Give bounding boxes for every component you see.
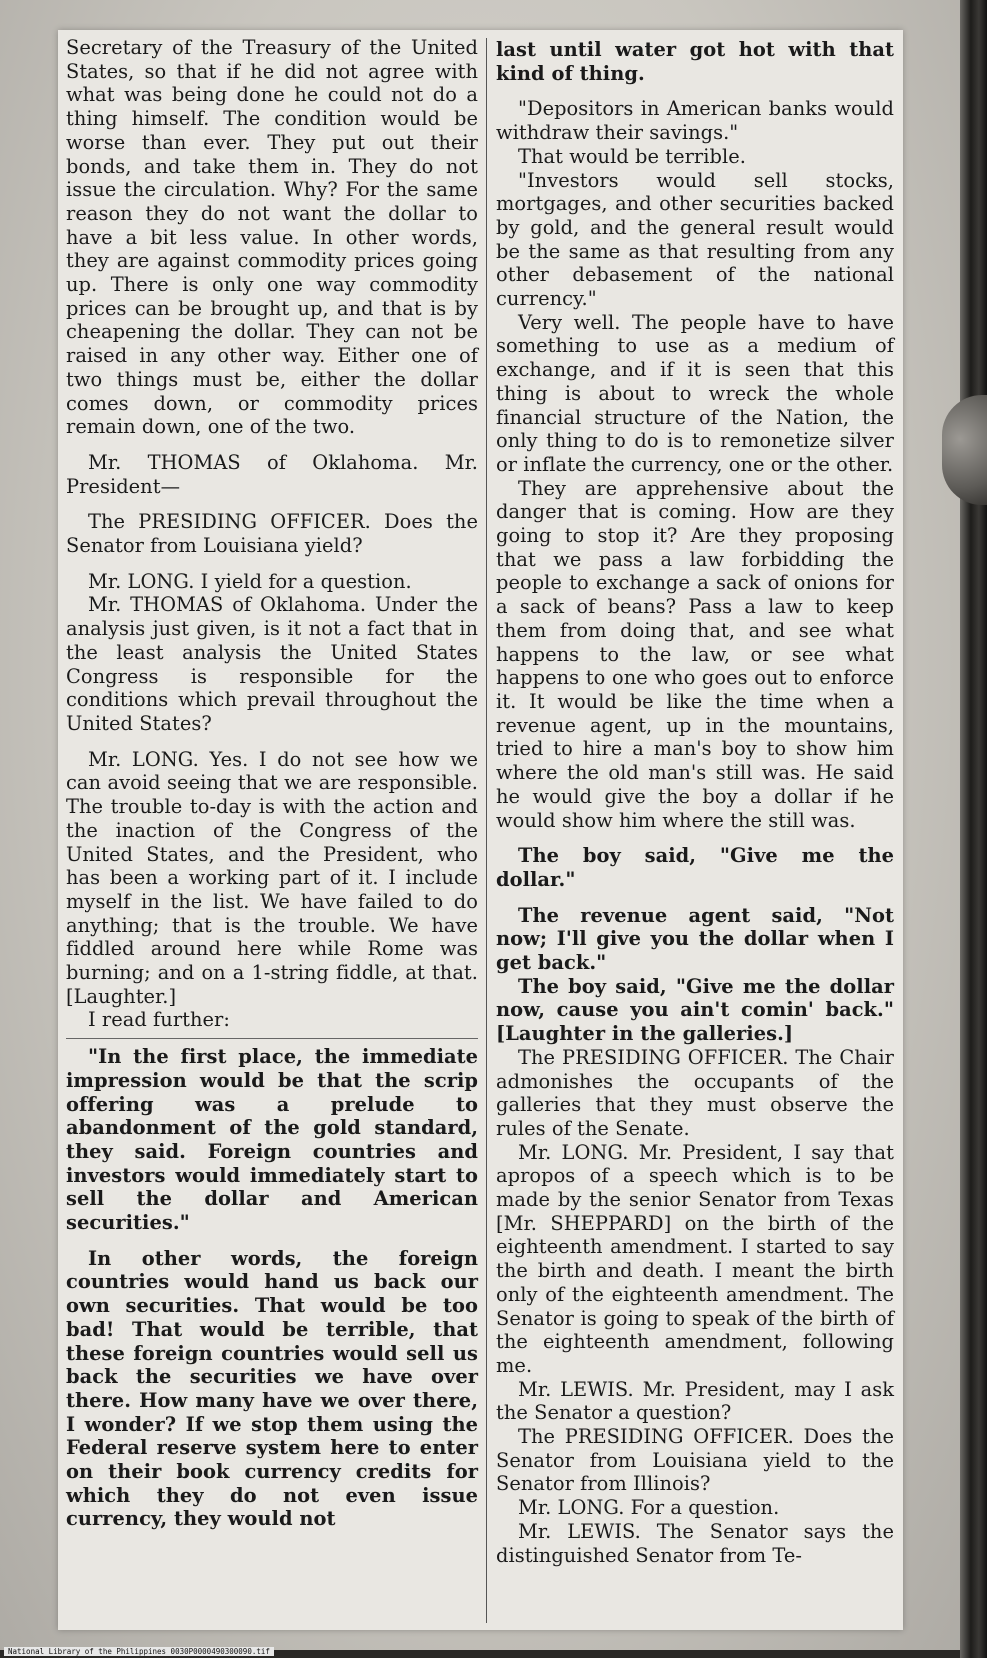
- paragraph: I read further:: [88, 1008, 230, 1032]
- paragraph: The PRESIDING OFFICER. Does the Senator from Louisiana yield?: [66, 510, 478, 558]
- paragraph: That would be terrible.: [518, 144, 746, 168]
- paragraph: "Investors would sell stocks, mortgages, and other securities backed by gold, and the general result would be the same as that resulting from any other debasement of the national currency.": [496, 168, 894, 311]
- paragraph: "In the first place, the immediate impression would be that the scrip offering was a prelude to abandonment of the gold standard, they said. Foreign countries and investors would immediately start to sell the dollar and American securities.": [66, 1045, 478, 1235]
- left-column: [66, 36, 478, 1531]
- scan-footer: National Library of the Philippines 0030P0000490300090.tif: [4, 1647, 274, 1656]
- quoted-section: [66, 1038, 478, 1531]
- paragraph: Very well. The people have to have something to use as a medium of exchange, and if it is seen that this thing is about to wreck the whole financial structure of the Nation, the only thing to do is to remonetize silver or inflate the currency, one or the other.: [496, 310, 894, 476]
- paragraph: They are apprehensive about the danger that is coming. How are they going to stop it? Are they proposing that we pass a law forbidding the people to exchange a sack of onions for a sack of beans? Pass a law to keep them from doing that, and see what happens to the law, or see what happens to one who goes out to enforce it. It would be like the time when a revenue agent, up in the mountains, tried to hire a man's boy to show him where the old man's still was. He said he would give the boy a dollar if he would show him where the still was.: [496, 476, 894, 832]
- paragraph: Mr. LONG. Yes. I do not see how we can avoid seeing that we are responsible. The trouble to-day is with the action and the inaction of the Congress of the United States, and the President, who has been a working part of it. I include myself in the list. We have failed to do anything; that is the trouble. We have fiddled around here while Rome was burning; and on a 1-string fiddle, at that. [Laughter.]: [66, 747, 478, 1008]
- paragraph: "Depositors in American banks would withdraw their savings.": [496, 97, 894, 145]
- paragraph: Mr. THOMAS of Oklahoma. Under the analysis just given, is it not a fact that in the least analysis the United States Congress is responsible for the conditions which prevail throughout the United States?: [66, 593, 478, 735]
- thumb-shadow: [942, 395, 987, 505]
- column-divider: [486, 38, 487, 1623]
- newspaper-clipping: [58, 30, 903, 1630]
- paragraph: The revenue agent said, "Not now; I'll give you the dollar when I get back.": [496, 903, 894, 975]
- paragraph: Mr. LONG. I yield for a question.: [88, 569, 412, 593]
- paragraph: Mr. LEWIS. Mr. President, may I ask the Senator a question?: [496, 1377, 894, 1425]
- right-column: [496, 38, 894, 1567]
- paragraph: Mr. LONG. Mr. President, I say that apropos of a speech which is to be made by the senior Senator from Texas [Mr. SHEPPARD] on the birth of the eighteenth amendment. I started to say the birth and death. I meant the birth only of the eighteenth amendment. The Senator is going to speak of the birth of the eighteenth amendment, following me.: [496, 1140, 894, 1377]
- paragraph: Mr. THOMAS of Oklahoma. Mr. President—: [66, 450, 478, 498]
- book-spine: [960, 0, 987, 1658]
- paragraph: Mr. LONG. For a question.: [518, 1496, 780, 1520]
- paragraph: The boy said, "Give me the dollar now, cause you ain't comin' back." [Laughter in the galleries.]: [496, 974, 894, 1046]
- paragraph: Secretary of the Treasury of the United States, so that if he did not agree with what was being done he could not do a thing himself. The condition would be worse than ever. They put out their bonds, and take them in. They do not issue the circulation. Why? For the same reason they do not want the dollar to have a bit less value. In other words, they are against commodity prices going up. There is only one way commodity prices can be brought up, and that is by cheapening the dollar. They can not be raised in any other way. Either one of two things must be, either the dollar comes down, or commodity prices remain down, one of the two.: [66, 36, 478, 439]
- paragraph: In other words, the foreign countries would hand us back our own securities. That would be too bad! That would be terrible, that these foreign countries would sell us back the securities we have over there. How many have we over there, I wonder? If we stop them using the Federal reserve system here to enter on their book currency credits for which they do not even issue currency, they would not: [66, 1246, 478, 1531]
- paragraph: The PRESIDING OFFICER. Does the Senator from Louisiana yield to the Senator from Illinois?: [496, 1425, 894, 1496]
- paragraph: Mr. LEWIS. The Senator says the distinguished Senator from Te-: [496, 1519, 894, 1567]
- paragraph: The boy said, "Give me the dollar.": [496, 844, 894, 891]
- paragraph: The PRESIDING OFFICER. The Chair admonishes the occupants of the galleries that they must observe the rules of the Senate.: [496, 1045, 894, 1140]
- paragraph: last until water got hot with that kind of thing.: [496, 38, 894, 85]
